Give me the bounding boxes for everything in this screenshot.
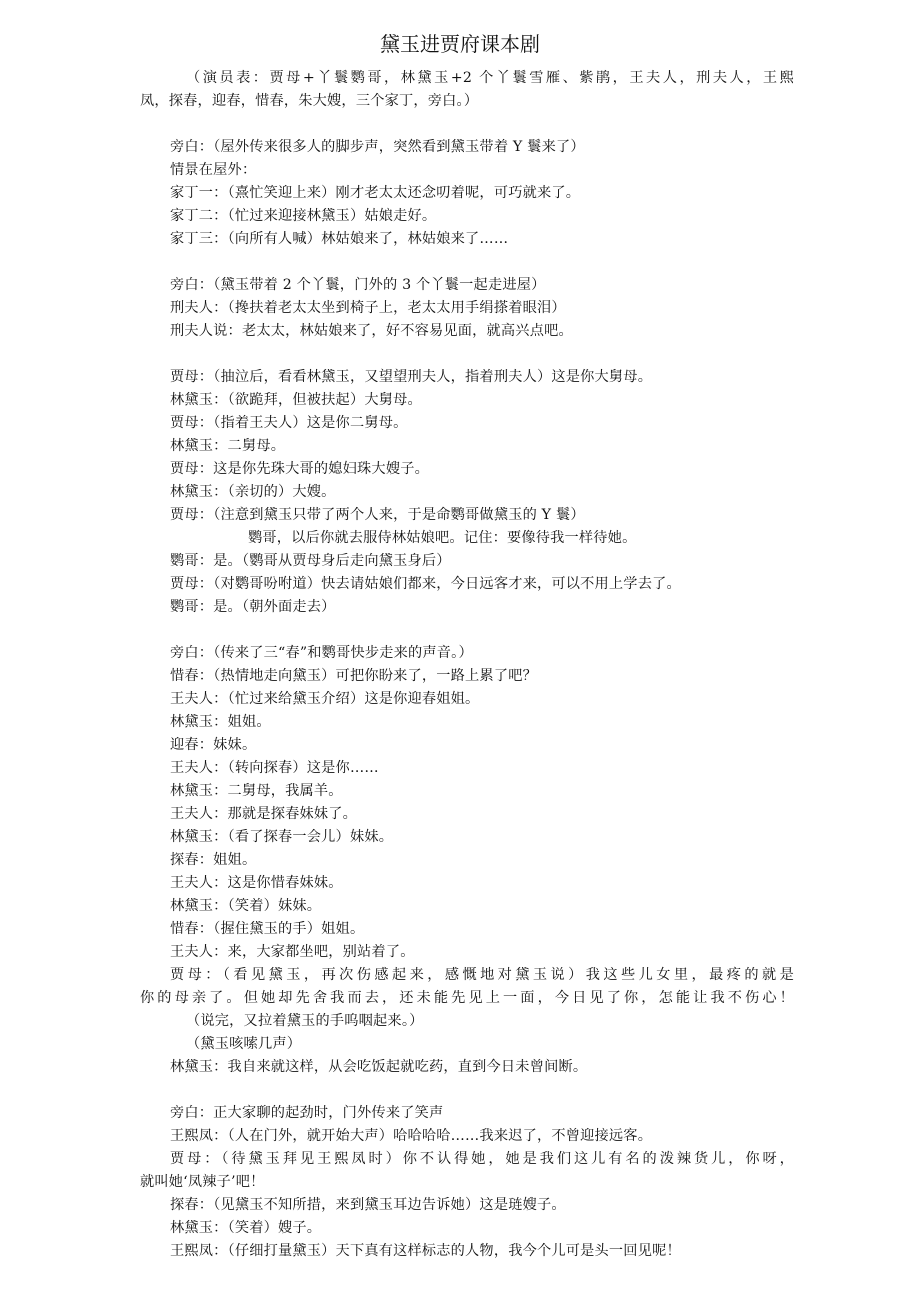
script-line: 迎春：妹妹。 [170,737,257,753]
script-line: 林黛玉：我自来就这样，从会吃饭起就吃药，直到今日未曾间断。 [170,1059,588,1075]
script-line: 贾母：这是你先珠大哥的媳妇珠大嫂子。 [170,461,429,477]
script-line: 贾母：（指着王夫人）这是你二舅母。 [170,415,408,431]
script-line: 旁白：（传来了三“春”和鹦哥快步走来的声音。） [170,645,473,661]
script-line: 贾母：（待黛玉拜见王熙凤时）你不认得她，她是我们这儿有名的泼辣货儿，你呀， [170,1151,794,1167]
script-line: 贾母：（抽泣后，看看林黛玉，又望望刑夫人，指着刑夫人）这是你大舅母。 [170,369,653,385]
script-line: 贾母：（对鹦哥吩咐道）快去请姑娘们都来，今日远客才来，可以不用上学去了。 [170,576,681,592]
script-line: 王夫人：那就是探春妹妹了。 [170,806,358,822]
script-line: 王熙凤：（人在门外，就开始大声）哈哈哈哈……我来迟了，不曾迎接远客。 [170,1128,653,1144]
stage-direction: （说完，又拉着黛玉的手呜咽起来。） [186,1013,424,1029]
page-title: 黛玉进贾府课本剧 [380,32,540,56]
script-line: 林黛玉：（笑着）妹妹。 [170,898,322,914]
script-line: 旁白：（黛玉带着 2 个丫鬟，门外的 3 个丫鬟一起走进屋） [170,277,546,293]
script-line: 鹦哥：是。（朝外面走去） [170,599,336,615]
script-line: 探春：姐姐。 [170,852,257,868]
script-line: 旁白：（屋外传来很多人的脚步声，突然看到黛玉带着 Y 鬟来了） [170,139,585,155]
script-line: 就叫她‘凤辣子’吧！ [140,1174,265,1190]
script-line: 王夫人：这是你惜春妹妹。 [170,875,343,891]
script-line: 王夫人：来，大家都坐吧，别站着了。 [170,944,415,960]
script-line: 家丁二：（忙过来迎接林黛玉）姑娘走好。 [170,208,437,224]
script-line: 林黛玉：姐姐。 [170,714,271,730]
script-line: 贾母：（看见黛玉，再次伤感起来，感慨地对黛玉说）我这些儿女里，最疼的就是 [170,967,794,983]
script-line: 林黛玉：（亲切的）大嫂。 [170,484,336,500]
script-line: 林黛玉：二舅母，我属羊。 [170,783,343,799]
script-line: 惜春：（热情地走向黛玉）可把你盼来了，一路上累了吧？ [170,668,537,684]
script-line: 你的母亲了。但她却先舍我而去，还未能先见上一面，今日见了你，怎能让我不伤心！ [140,990,794,1006]
script-line: 鹦哥，以后你就去服侍林姑娘吧。记住：要像待我一样待她。 [248,530,637,546]
script-line: 刑夫人说：老太太，林姑娘来了，好不容易见面，就高兴点吧。 [170,323,573,339]
script-line: 林黛玉：（笑着）嫂子。 [170,1220,322,1236]
script-line: 情景在屋外： [170,162,257,178]
script-line: 林黛玉：（看了探春一会儿）妹妹。 [170,829,394,845]
script-line: 王熙凤：（仔细打量黛玉）天下真有这样标志的人物，我今个儿可是头一回见呢！ [170,1243,681,1259]
cast-list-line-2: 凤，探春，迎春，惜春，朱大嫂，三个家丁，旁白。） [140,93,479,109]
script-line: 刑夫人：（搀扶着老太太坐到椅子上，老太太用手绢搽着眼泪） [170,300,566,316]
script-line: 旁白：正大家聊的起劲时，门外传来了笑声 [170,1105,444,1121]
script-line: 王夫人：（转向探春）这是你…… [170,760,379,776]
script-line: 鹦哥：是。（鹦哥从贾母身后走向黛玉身后） [170,553,451,569]
script-line: 林黛玉：（欲跪拜，但被扶起）大舅母。 [170,392,422,408]
script-line: 探春：（见黛玉不知所措，来到黛玉耳边告诉她）这是琏嫂子。 [170,1197,566,1213]
script-line: 惜春：（握住黛玉的手）姐姐。 [170,921,365,937]
cast-list-line-1: （演员表：贾母+丫鬟鹦哥，林黛玉+2 个丫鬟雪雁、紫鹃，王夫人，刑夫人，王熙 [186,70,794,86]
script-line: 贾母：（注意到黛玉只带了两个人来，于是命鹦哥做黛玉的 Y 鬟） [170,507,585,523]
script-line: 家丁一：（熹忙笑迎上来）刚才老太太还念叨着呢，可巧就来了。 [170,185,581,201]
script-line: 家丁三：（向所有人喊）林姑娘来了，林姑娘来了…… [170,231,509,247]
script-line: 王夫人：（忙过来给黛玉介绍）这是你迎春姐姐。 [170,691,480,707]
script-line: 林黛玉：二舅母。 [170,438,286,454]
stage-direction: （黛玉咳嗦几声） [186,1036,302,1052]
